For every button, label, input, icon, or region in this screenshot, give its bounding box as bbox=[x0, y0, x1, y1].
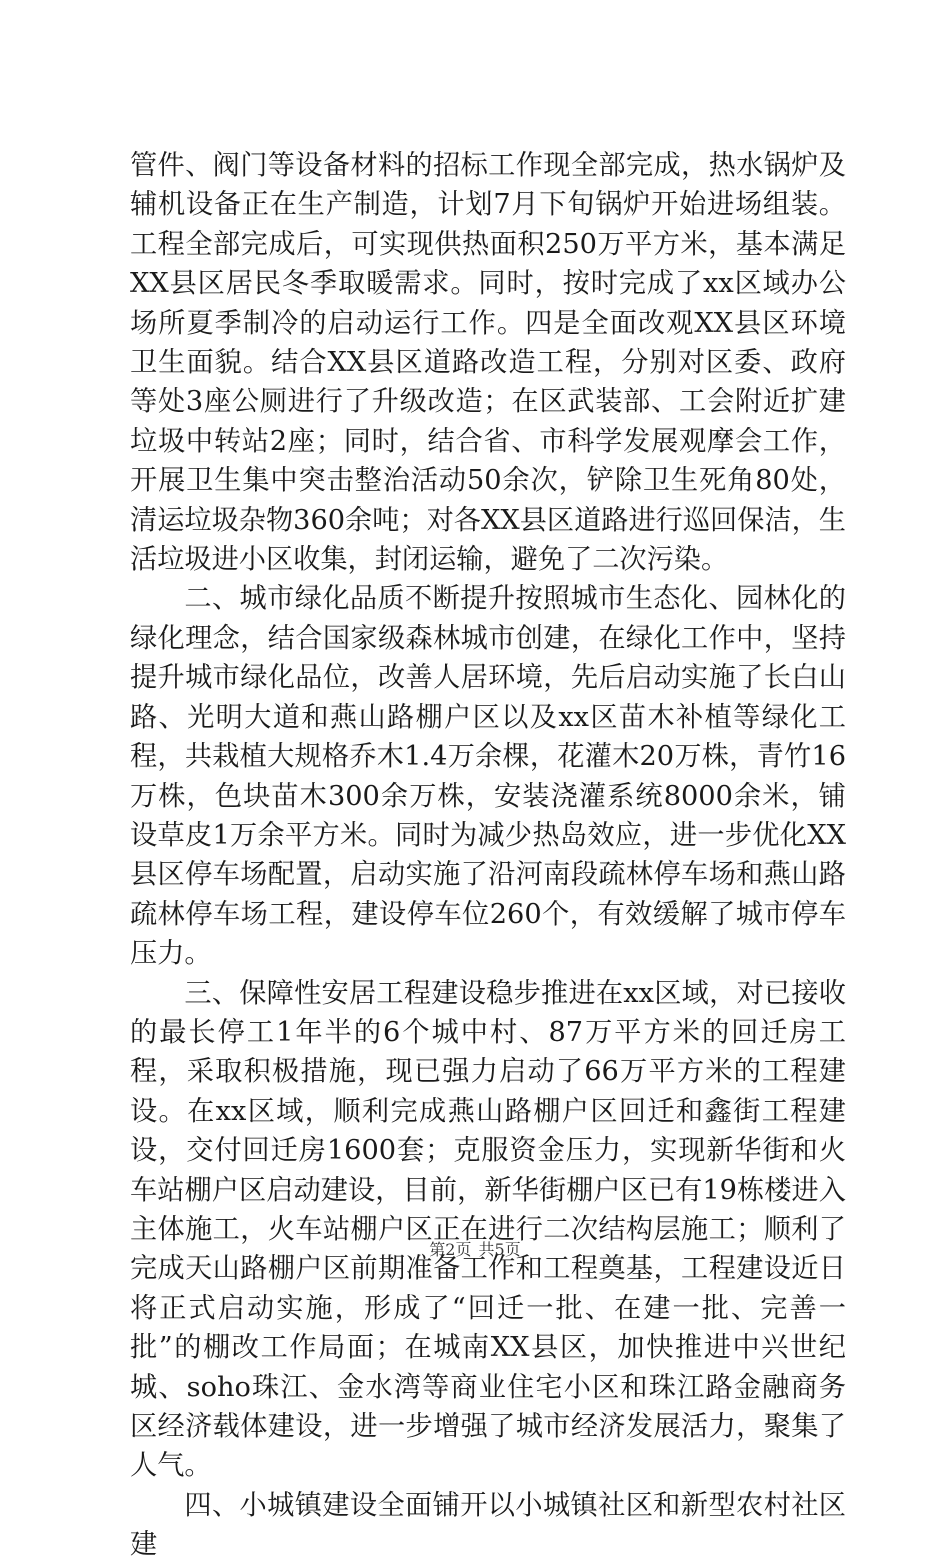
paragraph-3: 三、保障性安居工程建设稳步推进在xx区域，对已接收的最长停工1年半的6个城中村、87万平方米的回迁房工程，采取积极措施，现已强力启动了66万平方米的工程建设。在xx区域，顺利完成燕山路棚户区回迁和鑫街工程建设，交付回迁房1600套；克服资金压力，实现新华街和火车站棚户区启动建设，目前，新华街棚户区已有19栋楼进入主体施工，火车站棚户区正在进行二次结构层施工；顺利了完成天山路棚户区前期准备工作和工程奠基，工程建设近日将正式启动实施，形成了“回迁一批、在建一批、完善一批”的棚改工作局面；在城南XX县区，加快推进中兴世纪城、soho珠江、金水湾等商业住宅小区和珠江路金融商务区经济载体建设，进一步增强了城市经济发展活力，聚集了人气。 bbox=[130, 977, 846, 1482]
paragraph-2: 二、城市绿化品质不断提升按照城市生态化、园林化的绿化理念，结合国家级森林城市创建，在绿化工作中，坚持提升城市绿化品位，改善人居环境，先后启动实施了长白山路、光明大道和燕山路棚户区以及xx区苗木补植等绿化工程，共栽植大规格乔木1.4万余棵，花灌木20万株，青竹16万株，色块苗木300余万株，安装浇灌系统8000余米，铺设草皮1万余平方米。同时为减少热岛效应，进一步优化XX县区停车场配置，启动实施了沿河南段疏林停车场和燕山路疏林停车场工程，建设停车位260个，有效缓解了城市停车压力。 bbox=[130, 583, 846, 970]
page-total: 共5页 bbox=[478, 1240, 521, 1259]
page-footer bbox=[0, 1240, 950, 1260]
paragraph-4: 四、小城镇建设全面铺开以小城镇社区和新型农村社区建 bbox=[130, 1489, 846, 1561]
paragraph-1: 管件、阀门等设备材料的招标工作现全部完成，热水锅炉及辅机设备正在生产制造，计划7月下旬锅炉开始进场组装。工程全部完成后，可实现供热面积250万平方米，基本满足XX县区居民冬季取暖需求。同时，按时完成了xx区域办公场所夏季制冷的启动运行工作。四是全面改观XX县区环境卫生面貌。结合XX县区道路改造工程，分别对区委、政府等处3座公厕进行了升级改造；在区武装部、工会附近扩建垃圾中转站2座；同时，结合省、市科学发展观摩会工作，开展卫生集中突击整治活动50余次，铲除卫生死角80处，清运垃圾杂物360余吨；对各XX县区道路进行巡回保洁，生活垃圾进小区收集，封闭运输，避免了二次污染。 bbox=[130, 150, 846, 576]
document-body bbox=[130, 146, 846, 1565]
page-number: 第2页 bbox=[429, 1240, 472, 1259]
